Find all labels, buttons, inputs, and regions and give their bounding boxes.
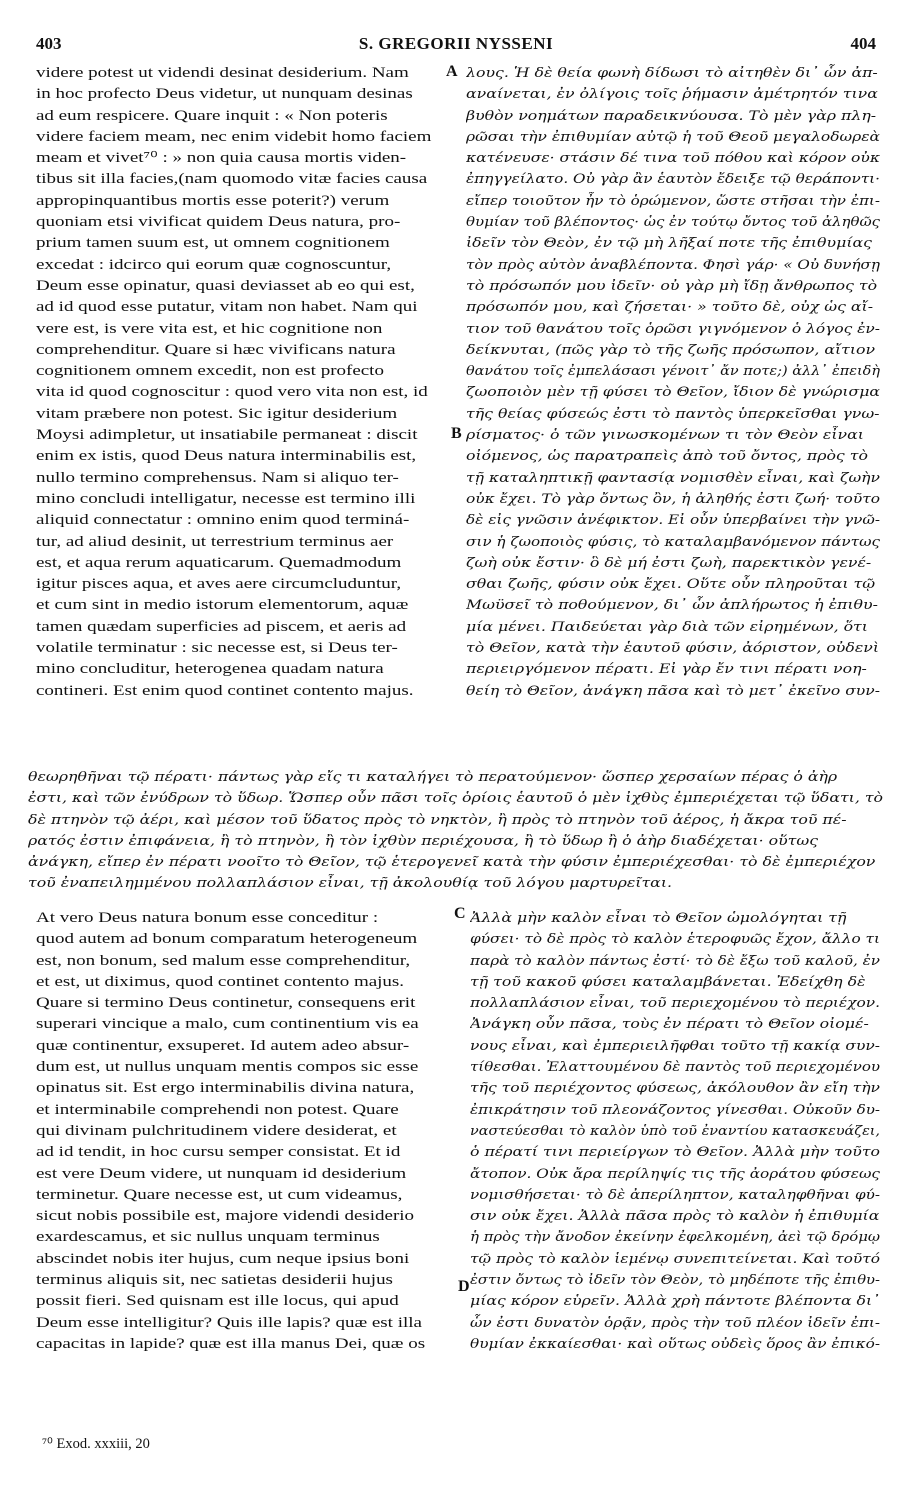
latin-line: tamen quædam superficies ad piscem, et aeris ad xyxy=(36,617,407,635)
latin-line: et cum sint in medio istorum elementorum, aquæ xyxy=(36,596,409,614)
latin-line: cognitionem omnem excedit, non est profecto xyxy=(36,362,384,380)
greek-line: βυθὸν νοημάτων παραδεικνύουσα. Τὸ μὲν γὰρ πλη- xyxy=(466,107,877,123)
page-number-left: 403 xyxy=(36,34,62,53)
greek-line: τῷ πρὸς τὸ καλὸν ἱεμένῳ συνεπιτείνεται. Καὶ τοῦτό xyxy=(470,1250,880,1266)
latin-line: videre faciem meam, nec enim videbit homo faciem xyxy=(36,127,432,145)
margin-marker-a: A xyxy=(446,63,458,80)
latin-line: est, non bonum, sed malum esse comprehenditur, xyxy=(36,951,411,969)
greek-line: μία μένει. Παιδεύεται γὰρ διὰ τῶν εἰρημένων, ὅτι xyxy=(466,618,868,634)
latin-line: videre potest ut videndi desinat desiderium. Nam xyxy=(36,64,409,81)
latin-line: qui divinam pulchritudinem videre desiderat, et xyxy=(36,1121,397,1139)
latin-line: ad eum respicere. Quare inquit : « Non poteris xyxy=(36,106,388,124)
greek-line: κατένευσε· στάσιν δέ τινα τοῦ πόθου καὶ κόρον οὐκ xyxy=(466,150,880,166)
latin-line: prium tamen suum est, ut omnem cognitionem xyxy=(36,234,390,252)
margin-marker-b: B xyxy=(451,425,462,442)
greek-line: Ἀλλὰ μὴν καλὸν εἶναι τὸ Θεῖον ὡμολόγηται τῇ xyxy=(470,910,847,925)
greek-line: ζωοποιὸν μὲν τῇ φύσει τὸ Θεῖον, ἴδιον δὲ γνώρισμα xyxy=(466,384,880,400)
latin-line: dum est, ut nullus unquam mentis compos sic esse xyxy=(36,1058,419,1076)
latin-line: appropinquantibus mortis esse poterit?) verum xyxy=(36,191,390,209)
greek-line: θανάτου τοῖς ἐμπελάσασι γένοιτ᾽ ἄν ποτε;) ἀλλ᾽ ἐπειδὴ xyxy=(466,363,880,379)
greek-line: τοῦ ἐναπειλημμένου πολλαπλάσιον εἶναι, τῇ ἀκολουθίᾳ τοῦ λόγου μαρτυρεῖται. xyxy=(28,875,673,891)
greek-line: ζωὴ οὐκ ἔστιν· ὃ δὲ μή ἐστι ζωὴ, παρεκτικὸν γενέ- xyxy=(466,554,872,570)
greek-line: ἀνάγκη, εἴπερ ἐν πέρατι νοοῖτο τὸ Θεῖον, τῷ ἑτερογενεῖ κατὰ τὴν φύσιν ἐμπεριέχεσθαι· τὸ δὲ ἐμπεριέχον xyxy=(28,854,876,870)
greek-line: σθαι ζωῆς, φύσιν οὐκ ἔχει. Οὕτε οὖν πληροῦται τῷ xyxy=(466,576,876,592)
latin-line: contineri. Est enim quod continet contento majus. xyxy=(36,681,414,699)
latin-line: superari vincique a malo, cum continentium vis ea xyxy=(36,1015,419,1033)
latin-line: tur, ad aliud desinit, ut terrestrium terminus aer xyxy=(36,532,394,550)
greek-line: τὸν πρὸς αὐτὸν ἀναβλέποντα. Φησὶ γάρ· « Οὐ δυνήσῃ xyxy=(466,256,880,272)
latin-line: possit fieri. Sed quisnam est ille locus, qui apud xyxy=(36,1292,399,1310)
margin-marker-d: D xyxy=(458,1278,470,1295)
greek-line: θεωρηθῆναι τῷ πέρατι· πάντως γὰρ εἴς τι καταλήγει τὸ περατούμενον· ὥσπερ χερσαίων πέρας ὁ ἀὴρ xyxy=(28,769,838,784)
latin-line: opinatus sit. Est ergo interminabilis divina natura, xyxy=(36,1079,415,1097)
greek-line: αναίνεται, ἐν ὀλίγοις τοῖς ῥήμασιν ἀμέτρητόν τινα xyxy=(466,86,878,102)
greek-line: ρῶσαι τὴν ἐπιθυμίαν αὐτῷ ἡ τοῦ Θεοῦ μεγαλοδωρεὰ xyxy=(466,128,880,144)
latin-line: meam et vivet⁷⁰ : » non quia causa mortis viden- xyxy=(36,149,407,167)
latin-line: terminetur. Quare necesse est, ut cum videamus, xyxy=(36,1185,403,1203)
greek-line: ἄτοπον. Οὐκ ἄρα περίληψίς τις τῆς ἀοράτου φύσεως xyxy=(470,1165,880,1181)
greek-line: περιειργόμενον πέρατι. Εἰ γὰρ ἔν τινι πέρατι νοη- xyxy=(466,661,867,677)
latin-line: est vere Deum videre, ut nunquam id desiderium xyxy=(36,1164,407,1182)
latin-line: vere est, is vere vita est, et hic cognitione non xyxy=(36,319,383,337)
greek-line: ἐστι, καὶ τῶν ἐνύδρων τὸ ὕδωρ. Ὥσπερ οὖν πᾶσι τοῖς ὁρίοις ἑαυτοῦ ὁ μὲν ἰχθὺς ἐμπεριέχεται τῷ ὕδατι, τὸ xyxy=(28,790,883,806)
latin-line: Deum esse intelligitur? Quis ille lapis? quæ est illa xyxy=(36,1313,422,1331)
greek-line: πρόσωπόν μου, καὶ ζήσεται· » τοῦτο δὲ, οὐχ ὡς αἴ- xyxy=(466,299,874,315)
greek-line: σιν ἡ ζωοποιὸς φύσις, τὸ καταλαμβανόμενον πάντως xyxy=(466,533,880,549)
running-title: S. GREGORII NYSSENI xyxy=(358,34,554,53)
latin-line: mino concludi intelligatur, necesse est termino illi xyxy=(36,489,416,507)
greek-line: δείκνυται, (πῶς γὰρ τὸ τῆς ζωῆς πρόσωπον, αἴτιον xyxy=(466,341,876,357)
latin-line: Moysi adimpletur, ut insatiabile permaneat : discit xyxy=(36,426,418,444)
greek-line: τὸ πρόσωπόν μου ἰδεῖν· οὐ γὰρ μὴ ἴδῃ ἄνθρωπος τὸ xyxy=(466,277,878,293)
greek-line: τὸ Θεῖον, κατὰ τὴν ἑαυτοῦ φύσιν, ἀόριστον, οὐδενὶ xyxy=(466,640,880,656)
greek-line: ρίσματος· ὁ τῶν γινωσκομένων τι τὸν Θεὸν εἶναι xyxy=(466,427,864,443)
greek-line: θυμίαν ἐκκαίεσθαι· καὶ οὕτως οὐδεὶς ὅρος ἂν ἐπικό- xyxy=(470,1335,880,1351)
latin-line: aliquid connectatur : omnino enim quod terminá- xyxy=(36,511,410,529)
greek-line: μίας κόρον εὑρεῖν. Ἀλλὰ χρὴ πάντοτε βλέποντα δι᾽ xyxy=(470,1293,880,1309)
latin-line: sicut nobis possibile est, majore videndi desiderio xyxy=(36,1207,415,1225)
latin-line: et interminabile comprehendi non potest. Quare xyxy=(36,1100,399,1118)
greek-line: παρὰ τὸ καλὸν πάντως ἐστί· τὸ δὲ ἔξω τοῦ καλοῦ, ἐν xyxy=(470,952,880,968)
greek-line: οὐκ ἔχει. Τὸ γὰρ ὄντως ὂν, ἡ ἀληθής ἐστι ζωή· τοῦτο xyxy=(466,490,880,506)
greek-line: φύσει· τὸ δὲ πρὸς τὸ καλὸν ἑτεροφυῶς ἔχον, ἄλλο τι xyxy=(470,931,880,947)
latin-line: vita id quod cognoscitur : quod vero vita non est, id xyxy=(36,383,428,401)
greek-line: οἰόμενος, ὡς παρατραπεὶς ἀπὸ τοῦ ὄντος, πρὸς τὸ xyxy=(466,448,868,464)
greek-line: τῆς θείας φύσεώς ἐστι τὸ παντὸς ὑπερκεῖσθαι γνω- xyxy=(466,405,880,421)
greek-line: θείη τὸ Θεῖον, ἀνάγκη πᾶσα καὶ τὸ μετ᾽ ἐκεῖνο συν- xyxy=(466,682,880,698)
greek-line: τιον τοῦ θανάτου τοῖς ὁρῶσι γιγνόμενον ὁ λόγος ἐν- xyxy=(466,320,880,336)
latin-line: ad id quod esse putatur, vitam non habet. Nam qui xyxy=(36,298,418,316)
greek-line: ἐπηγγείλατο. Οὐ γὰρ ἂν ἑαυτὸν ἔδειξε τῷ θεράποντι· xyxy=(466,171,880,187)
greek-line: ὧν ἐστι δυνατὸν ὁρᾷν, πρὸς τὴν τοῦ πλέον ἰδεῖν ἐπι- xyxy=(470,1314,880,1330)
greek-line: ἡ πρὸς τὴν ἄνοδον ἐκείνην ἐφελκομένη, ἀεὶ τῷ δρόμῳ xyxy=(470,1229,880,1245)
latin-column-bottom xyxy=(36,907,443,1354)
greek-line: νους εἶναι, καὶ ἐμπεριειλῆφθαι τοῦτο τῇ κακίᾳ συν- xyxy=(470,1037,880,1053)
latin-line: Quare si termino Deus continetur, consequens erit xyxy=(36,994,416,1012)
greek-line: λους. Ἡ δὲ θεία φωνὴ δίδωσι τὸ αἰτηθὲν δι᾽ ὧν ἀπ- xyxy=(466,65,878,80)
latin-line: igitur pisces aqua, et aves aere circumcluduntur, xyxy=(36,575,402,593)
greek-line: ἐπικράτησιν τοῦ πλεονάζοντος γίνεσθαι. Οὐκοῦν δυ- xyxy=(470,1101,880,1117)
latin-line: mino concluditur, heterogenea quadam natura xyxy=(36,660,384,678)
latin-line: enim ex istis, quod Deus natura interminabilis est, xyxy=(36,447,417,465)
greek-line: Μωϋσεῖ τὸ ποθούμενον, δι᾽ ὧν ἀπλήρωτος ἡ ἐπιθυ- xyxy=(466,597,878,613)
greek-line: ἰδεῖν τὸν Θεὸν, ἐν τῷ μὴ λῆξαί ποτε τῆς ἐπιθυμίας xyxy=(466,235,872,251)
latin-column-top xyxy=(36,62,443,701)
greek-line: τῆς τοῦ περιέχοντος φύσεως, ἀκόλουθον ἂν εἴη τὴν xyxy=(470,1080,880,1096)
margin-marker-c: C xyxy=(454,905,466,922)
latin-line: Deum esse opinatur, quasi deviasset ab eo qui est, xyxy=(36,276,415,294)
greek-line: θυμίαν τοῦ βλέποντος· ὡς ἐν τούτῳ ὄντος τοῦ ἀληθῶς xyxy=(466,214,880,230)
greek-line: Ἀνάγκη οὖν πᾶσα, τοὺς ἐν πέρατι τὸ Θεῖον οἰομέ- xyxy=(470,1016,869,1032)
latin-line: exardescamus, et sic nullus unquam terminus xyxy=(36,1228,380,1246)
greek-line: ἐστιν ὄντως τὸ ἰδεῖν τὸν Θεὸν, τὸ μηδέποτε τῆς ἐπιθυ- xyxy=(470,1272,880,1288)
greek-line: σιν οὐκ ἔχει. Ἀλλὰ πᾶσα πρὸς τὸ καλὸν ἡ ἐπιθυμία xyxy=(470,1208,880,1224)
latin-line: ad id tendit, in hoc cursu semper consistat. Et id xyxy=(36,1143,401,1161)
latin-line: in hoc profecto Deus videtur, ut nunquam desinas xyxy=(36,85,413,103)
greek-line: τίθεσθαι. Ἐλαττουμένου δὲ παντὸς τοῦ περιεχομένου xyxy=(470,1059,880,1075)
latin-line: vitam præbere non potest. Sic igitur desiderium xyxy=(36,404,398,422)
greek-column-top xyxy=(466,62,880,701)
latin-line: nullo termino comprehensus. Nam si aliquo ter- xyxy=(36,468,399,486)
greek-line: ὁ πέρατί τινι περιείργων τὸ Θεῖον. Ἀλλὰ μὴν τοῦτο xyxy=(470,1144,880,1160)
greek-line: τῇ τοῦ κακοῦ φύσει καταλαμβάνεται. Ἐδείχθη δὲ xyxy=(470,973,866,989)
greek-line: πολλαπλάσιον εἶναι, τοῦ περιεχομένου τὸ περιέχον. xyxy=(470,995,880,1011)
latin-line: et est, ut diximus, quod continet contento majus. xyxy=(36,972,405,990)
latin-line: tibus sit illa facies,(nam quomodo vitæ facies causa xyxy=(36,170,428,188)
greek-line: δὲ εἰς γνῶσιν ἀνέφικτον. Εἰ οὖν ὑπερβαίνει τὴν γνῶ- xyxy=(466,512,880,528)
latin-line: volatile terminatur : sic necesse est, si Deus ter- xyxy=(36,639,398,657)
footnote: ⁷⁰ Exod. xxxiii, 20 xyxy=(42,1436,150,1452)
latin-line: At vero Deus natura bonum esse conceditur : xyxy=(36,909,379,926)
latin-line: terminus aliquis sit, nec satietas desiderii hujus xyxy=(36,1271,393,1289)
running-header xyxy=(36,34,876,58)
latin-line: est, et aqua rerum aquaticarum. Quemadmodum xyxy=(36,553,402,571)
greek-line: εἴπερ τοιοῦτον ἦν τὸ ὁρώμενον, ὥστε στῆσαι τὴν ἐπι- xyxy=(466,192,880,208)
latin-line: quod autem ad bonum comparatum heterogeneum xyxy=(36,930,418,948)
latin-line: excedat : idcirco qui eorum quæ cognoscuntur, xyxy=(36,255,392,273)
greek-line: τῇ καταληπτικῇ φαντασίᾳ νομισθὲν εἶναι, καὶ ζωὴν xyxy=(466,469,880,485)
latin-line: comprehenditur. Quare si hæc vivificans natura xyxy=(36,340,396,358)
greek-line: νομισθήσεται· τὸ δὲ ἀπερίληπτον, καταληφθῆναι φύ- xyxy=(470,1186,880,1202)
greek-line: δὲ πτηνὸν τῷ ἀέρι, καὶ μέσον τοῦ ὕδατος πρὸς τὸ νηκτὸν, ἢ πρὸς τὸ πτηνὸν τοῦ ἀέρος, ἡ ἄκρα τοῦ πέ- xyxy=(28,811,847,827)
latin-line: quoniam etsi vivificat quidem Deus natura, pro- xyxy=(36,213,401,231)
greek-full-width-block xyxy=(28,766,883,894)
greek-column-bottom xyxy=(470,907,880,1354)
latin-line: capacitas in lapide? quæ est illa manus Dei, quæ os xyxy=(36,1334,426,1352)
latin-line: abscindet nobis iter hujus, cum neque ipsius boni xyxy=(36,1249,410,1267)
greek-line: ναστεύεσθαι τὸ καλὸν ὑπὸ τοῦ ἐναντίου κατασκευάζει, xyxy=(470,1122,880,1138)
page-number-right: 404 xyxy=(850,34,876,53)
greek-line: ρατός ἐστιν ἐπιφάνεια, ἢ τὸ πτηνὸν, ἢ τὸν ἰχθὺν περιέχουσα, ἢ τὸ ὕδωρ ἢ ὁ ἀὴρ διαδέχεται· οὕτως xyxy=(28,832,819,848)
latin-line: quæ continentur, exsuperet. Id autem adeo absur- xyxy=(36,1036,410,1054)
